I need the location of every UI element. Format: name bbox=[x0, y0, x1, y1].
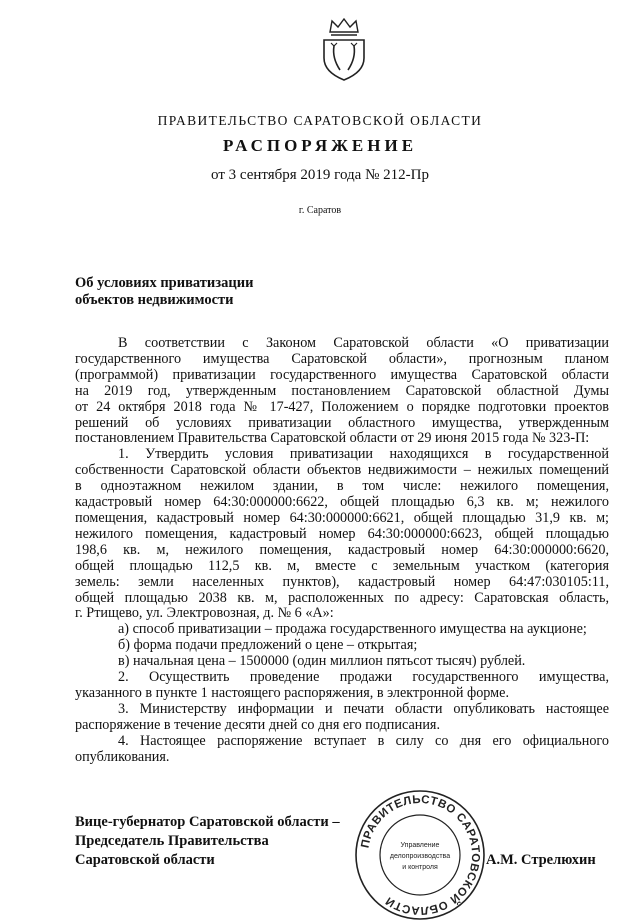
body-line: общей площадью 112,5 кв. м, вместе с земельным участком (категория bbox=[75, 557, 609, 574]
coat-of-arms-icon bbox=[318, 18, 370, 82]
body-line: 4. Настоящее распоряжение вступает в силу со дня его официального bbox=[118, 732, 609, 749]
body-line: а) способ приватизации – продажа государственного имущества на аукционе; bbox=[118, 621, 587, 638]
body-line: от 24 октября 2018 года № 17-427, Положением о порядке подготовки проектов bbox=[75, 398, 609, 415]
stamp-center-line: и контроля bbox=[402, 864, 438, 871]
stamp-center-line: делопроизводства bbox=[389, 853, 451, 860]
city-label: г. Саратов bbox=[298, 205, 342, 216]
body-line: собственности Саратовской области объектов недвижимости – нежилых помещений bbox=[75, 462, 609, 479]
body-line: 198,6 кв. м, нежилого помещения, кадастровый номер 64:30:000000:6620, bbox=[75, 541, 609, 558]
subject-line: Об условиях приватизации bbox=[75, 275, 254, 291]
body-line: г. Ртищево, ул. Электровозная, д. № 6 «А»: bbox=[75, 605, 334, 622]
signatory-title-line: Саратовской области bbox=[75, 852, 215, 868]
document-type-title: РАСПОРЯЖЕНИЕ bbox=[222, 136, 418, 155]
document-subject bbox=[75, 275, 253, 309]
document-number-date: от 3 сентября 2019 года № 212-Пр bbox=[211, 167, 429, 183]
body-line: указанного в пункте 1 настоящего распоряжения, в электронной форме. bbox=[75, 684, 509, 701]
body-line: постановлением Правительства Саратовской области от 29 июня 2015 года № 323-П: bbox=[75, 430, 590, 447]
body-line: кадастровый номер 64:30:000000:6622, общей площадью 6,3 кв. м; нежилого bbox=[75, 494, 609, 511]
body-line: на 2019 год, утвержденным постановлением Саратовской областной Думы bbox=[75, 382, 609, 399]
body-line: (программой) приватизации государственного имущества Саратовской области bbox=[75, 366, 609, 383]
body-line: опубликования. bbox=[75, 748, 170, 765]
document-body bbox=[75, 336, 609, 765]
stamp-ring-text: ПРАВИТЕЛЬСТВО САРАТОВСКОЙ ОБЛАСТИ bbox=[359, 793, 482, 917]
body-line: помещения, кадастровый номер 64:30:000000:6621, общей площадью 31,9 кв. м; bbox=[75, 509, 609, 526]
signatory-title bbox=[75, 813, 340, 870]
body-line: б) форма подачи предложений о цене – открытая; bbox=[118, 637, 418, 654]
official-stamp bbox=[352, 787, 488, 923]
body-line: в одноэтажном нежилом здании, в том числе: нежилого помещения, bbox=[75, 478, 609, 495]
body-line: в) начальная цена – 1500000 (один миллион пятьсот тысяч) рублей. bbox=[118, 653, 526, 670]
body-line: 2. Осуществить проведение продажи государственного имущества, bbox=[118, 669, 609, 686]
body-line: земель: земли населенных пунктов), кадастровый номер 64:47:030105:11, bbox=[75, 573, 609, 590]
subject-line: объектов недвижимости bbox=[75, 292, 234, 308]
government-name: ПРАВИТЕЛЬСТВО САРАТОВСКОЙ ОБЛАСТИ bbox=[157, 113, 483, 128]
body-line: распоряжение в течение десяти дней со дня его подписания. bbox=[75, 716, 440, 733]
body-line: нежилого помещения, кадастровый номер 64:30:000000:6623, общей площадью bbox=[75, 525, 609, 542]
body-line: государственного имущества Саратовской области», прогнозным планом bbox=[75, 350, 609, 367]
signatory-title-line: Председатель Правительства bbox=[75, 833, 269, 849]
body-line: В соответствии с Законом Саратовской области «О приватизации bbox=[118, 335, 609, 351]
body-line: 1. Утвердить условия приватизации находящихся в государственной bbox=[118, 446, 609, 463]
signatory-title-line: Вице-губернатор Саратовской области – bbox=[75, 814, 340, 830]
signatory-name: А.М. Стрелюхин bbox=[486, 852, 596, 868]
body-line: 3. Министерству информации и печати области опубликовать настоящее bbox=[118, 700, 609, 717]
body-line: решений об условиях приватизации областного имущества, утвержденным bbox=[75, 414, 609, 431]
stamp-center-line: Управление bbox=[400, 842, 440, 849]
body-line: общей площадью 2038 кв. м, расположенных по адресу: Саратовская область, bbox=[75, 589, 609, 606]
